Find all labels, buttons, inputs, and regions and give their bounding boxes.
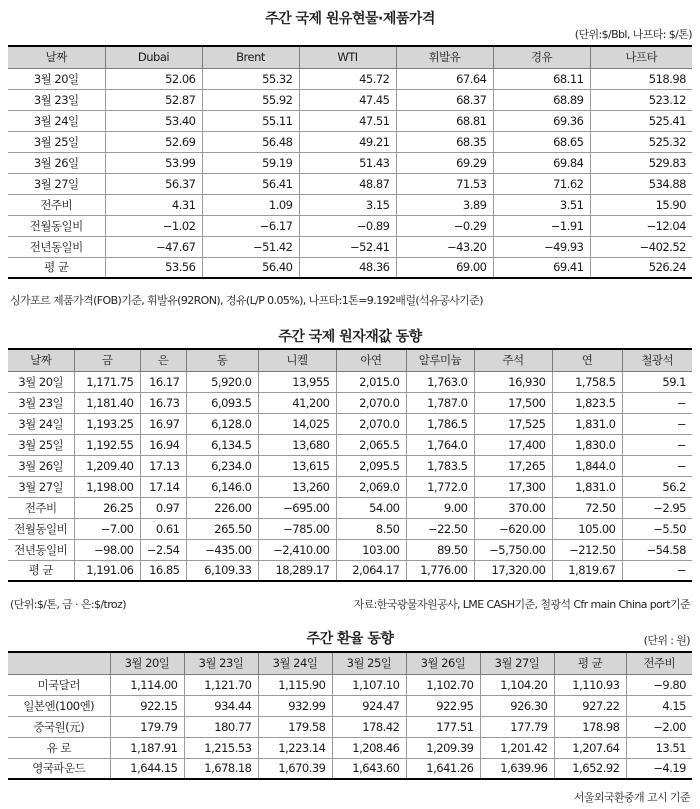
metal-value-cell: 17,525: [474, 413, 552, 434]
metal-row-label: 3월 23일: [8, 392, 74, 413]
fx-value-cell: 1,678.18: [184, 758, 258, 779]
metal-value-cell: 13,955: [258, 371, 336, 392]
oil-value-cell: −47.67: [105, 236, 202, 257]
metal-price-table: [8, 348, 692, 582]
metal-value-cell: 1,830.0: [552, 434, 622, 455]
oil-table-row: [8, 131, 692, 152]
metal-value-cell: 1,831.0: [552, 413, 622, 434]
fx-value-cell: 180.77: [184, 716, 258, 737]
fx-table-row: [8, 758, 692, 779]
metal-header-cell: 알루미늄: [406, 349, 474, 371]
oil-row-label: 평 균: [8, 257, 105, 278]
metal-value-cell: −5,750.00: [474, 539, 552, 560]
oil-value-cell: 68.65: [493, 131, 590, 152]
fx-value-cell: 177.51: [406, 716, 480, 737]
metal-table-row: [8, 539, 692, 560]
fx-value-cell: 1,215.53: [184, 737, 258, 758]
metal-value-cell: −435.00: [186, 539, 258, 560]
metal-value-cell: 59.1: [622, 371, 692, 392]
oil-value-cell: 1.09: [202, 194, 299, 215]
metal-value-cell: 1,831.0: [552, 476, 622, 497]
fx-value-cell: 934.44: [184, 695, 258, 716]
oil-value-cell: 526.24: [590, 257, 692, 278]
metal-value-cell: 1,783.5: [406, 455, 474, 476]
fx-value-cell: 1,187.91: [110, 737, 184, 758]
metal-row-label: 3월 20일: [8, 371, 74, 392]
oil-value-cell: −1.02: [105, 215, 202, 236]
fx-value-cell: 1,643.60: [332, 758, 406, 779]
metal-row-label: 3월 24일: [8, 413, 74, 434]
oil-value-cell: 45.72: [299, 68, 396, 89]
oil-value-cell: 68.11: [493, 68, 590, 89]
oil-row-label: 3월 23일: [8, 89, 105, 110]
fx-header-cell: 전주비: [626, 652, 692, 674]
oil-value-cell: 53.99: [105, 152, 202, 173]
oil-row-label: 3월 27일: [8, 173, 105, 194]
metal-value-cell: 1,191.06: [74, 560, 140, 581]
oil-row-label: 3월 26일: [8, 152, 105, 173]
oil-value-cell: 3.51: [493, 194, 590, 215]
oil-value-cell: 15.90: [590, 194, 692, 215]
oil-section-title: 주간 국제 원유현물·제품가격: [265, 11, 435, 27]
metal-unit-note: (단위:$/톤, 금 · 은:$/troz): [10, 598, 126, 611]
metal-value-cell: 17,500: [474, 392, 552, 413]
metal-header-cell: 철광석: [622, 349, 692, 371]
oil-value-cell: 48.36: [299, 257, 396, 278]
metal-header-cell: 주석: [474, 349, 552, 371]
oil-value-cell: 67.64: [396, 68, 493, 89]
metal-row-label: 전월동일비: [8, 518, 74, 539]
metal-value-cell: 8.50: [336, 518, 406, 539]
oil-value-cell: −12.04: [590, 215, 692, 236]
metal-value-cell: 370.00: [474, 497, 552, 518]
metal-row-label: 3월 25일: [8, 434, 74, 455]
oil-table-row: [8, 152, 692, 173]
metal-header-cell: 연: [552, 349, 622, 371]
oil-value-cell: −43.20: [396, 236, 493, 257]
oil-value-cell: 52.87: [105, 89, 202, 110]
oil-value-cell: 56.48: [202, 131, 299, 152]
metal-header-cell: 니켈: [258, 349, 336, 371]
oil-row-label: 3월 24일: [8, 110, 105, 131]
fx-value-cell: −4.19: [626, 758, 692, 779]
metal-value-cell: 2,064.17: [336, 560, 406, 581]
oil-value-cell: 69.36: [493, 110, 590, 131]
fx-value-cell: 1,639.96: [480, 758, 554, 779]
oil-value-cell: 69.29: [396, 152, 493, 173]
metal-table-row: [8, 518, 692, 539]
metal-value-cell: 16.97: [140, 413, 186, 434]
oil-value-cell: 525.41: [590, 110, 692, 131]
metal-value-cell: 18,289.17: [258, 560, 336, 581]
metal-table-row: [8, 413, 692, 434]
metal-value-cell: 5,920.0: [186, 371, 258, 392]
oil-value-cell: 47.45: [299, 89, 396, 110]
fx-header-cell: 평 균: [554, 652, 626, 674]
oil-value-cell: 52.69: [105, 131, 202, 152]
oil-value-cell: 56.41: [202, 173, 299, 194]
oil-value-cell: −0.89: [299, 215, 396, 236]
fx-value-cell: 1,115.90: [258, 674, 332, 695]
metal-value-cell: 1,787.0: [406, 392, 474, 413]
metal-value-cell: 2,070.0: [336, 413, 406, 434]
fx-table-row: [8, 716, 692, 737]
oil-value-cell: 529.83: [590, 152, 692, 173]
fx-value-cell: 177.79: [480, 716, 554, 737]
metal-value-cell: 54.00: [336, 497, 406, 518]
fx-value-cell: 1,644.15: [110, 758, 184, 779]
metal-table-row: [8, 476, 692, 497]
metal-value-cell: 6,109.33: [186, 560, 258, 581]
metal-header-cell: 날짜: [8, 349, 74, 371]
fx-value-cell: 1,121.70: [184, 674, 258, 695]
metal-value-cell: 16.17: [140, 371, 186, 392]
oil-table-row: [8, 236, 692, 257]
metal-value-cell: 16.85: [140, 560, 186, 581]
metal-value-cell: 17.14: [140, 476, 186, 497]
fx-header-cell: [8, 652, 110, 674]
fx-value-cell: 926.30: [480, 695, 554, 716]
metal-value-cell: 1,772.0: [406, 476, 474, 497]
metal-value-cell: −: [622, 392, 692, 413]
fx-value-cell: 1,652.92: [554, 758, 626, 779]
metal-value-cell: 6,128.0: [186, 413, 258, 434]
metal-value-cell: 17,265: [474, 455, 552, 476]
fx-header-cell: 3월 25일: [332, 652, 406, 674]
metal-table-row: [8, 497, 692, 518]
fx-value-cell: −9.80: [626, 674, 692, 695]
oil-table-row: [8, 68, 692, 89]
fx-value-cell: 179.79: [110, 716, 184, 737]
oil-price-table: [8, 45, 692, 279]
fx-unit-note: (단위 : 원): [643, 634, 690, 647]
metal-value-cell: 17.13: [140, 455, 186, 476]
fx-value-cell: 1,110.93: [554, 674, 626, 695]
oil-row-label: 전월동일비: [8, 215, 105, 236]
metal-row-label: 평 균: [8, 560, 74, 581]
oil-header-cell: 휘발유: [396, 46, 493, 68]
oil-header-cell: 날짜: [8, 46, 105, 68]
fx-rate-table: [8, 651, 692, 780]
metal-value-cell: −2,410.00: [258, 539, 336, 560]
fx-value-cell: 1,223.14: [258, 737, 332, 758]
metal-value-cell: 2,065.5: [336, 434, 406, 455]
oil-value-cell: −51.42: [202, 236, 299, 257]
oil-value-cell: −49.93: [493, 236, 590, 257]
metal-value-cell: 2,070.0: [336, 392, 406, 413]
metal-value-cell: 0.61: [140, 518, 186, 539]
metal-value-cell: 16,930: [474, 371, 552, 392]
fx-row-label: 일본엔(100엔): [8, 695, 110, 716]
metal-value-cell: −: [622, 560, 692, 581]
fx-row-label: 미국달러: [8, 674, 110, 695]
oil-header-cell: 나프타: [590, 46, 692, 68]
metal-value-cell: −: [622, 455, 692, 476]
metal-value-cell: −54.58: [622, 539, 692, 560]
fx-value-cell: 179.58: [258, 716, 332, 737]
metal-value-cell: 265.50: [186, 518, 258, 539]
fx-value-cell: 1,670.39: [258, 758, 332, 779]
metal-value-cell: 89.50: [406, 539, 474, 560]
metal-value-cell: 6,134.5: [186, 434, 258, 455]
oil-value-cell: 68.89: [493, 89, 590, 110]
oil-value-cell: 52.06: [105, 68, 202, 89]
oil-header-cell: Dubai: [105, 46, 202, 68]
oil-value-cell: −6.17: [202, 215, 299, 236]
metal-value-cell: 1,209.40: [74, 455, 140, 476]
oil-value-cell: 49.21: [299, 131, 396, 152]
oil-value-cell: 518.98: [590, 68, 692, 89]
fx-value-cell: 1,114.00: [110, 674, 184, 695]
fx-row-label: 중국원(元): [8, 716, 110, 737]
fx-value-cell: 1,201.42: [480, 737, 554, 758]
oil-unit-note: (단위:$/Bbl, 나프타: $/톤): [574, 28, 692, 41]
metal-row-label: 전년동일비: [8, 539, 74, 560]
metal-value-cell: −695.00: [258, 497, 336, 518]
fx-value-cell: 178.42: [332, 716, 406, 737]
oil-value-cell: 53.56: [105, 257, 202, 278]
oil-table-row: [8, 173, 692, 194]
metal-table-row: [8, 371, 692, 392]
oil-value-cell: 523.12: [590, 89, 692, 110]
metal-value-cell: 226.00: [186, 497, 258, 518]
metal-value-cell: 17,320.00: [474, 560, 552, 581]
fx-value-cell: 1,107.10: [332, 674, 406, 695]
metal-value-cell: 16.73: [140, 392, 186, 413]
oil-row-label: 전주비: [8, 194, 105, 215]
oil-value-cell: 53.40: [105, 110, 202, 131]
metal-header-cell: 금: [74, 349, 140, 371]
oil-value-cell: 71.53: [396, 173, 493, 194]
oil-value-cell: −0.29: [396, 215, 493, 236]
fx-value-cell: 1,104.20: [480, 674, 554, 695]
metal-value-cell: 2,095.5: [336, 455, 406, 476]
fx-header-cell: 3월 24일: [258, 652, 332, 674]
fx-value-cell: 927.22: [554, 695, 626, 716]
oil-table-row: [8, 194, 692, 215]
oil-header-cell: WTI: [299, 46, 396, 68]
metal-value-cell: −2.54: [140, 539, 186, 560]
metal-value-cell: 56.2: [622, 476, 692, 497]
oil-value-cell: −1.91: [493, 215, 590, 236]
oil-value-cell: 69.84: [493, 152, 590, 173]
metal-value-cell: 1,786.5: [406, 413, 474, 434]
fx-value-cell: 1,207.64: [554, 737, 626, 758]
oil-value-cell: 51.43: [299, 152, 396, 173]
metal-value-cell: 1,844.0: [552, 455, 622, 476]
fx-row-label: 유 로: [8, 737, 110, 758]
metal-table-row: [8, 434, 692, 455]
fx-table-row: [8, 737, 692, 758]
fx-section-title: 주간 환율 동향: [306, 631, 394, 647]
oil-value-cell: −402.52: [590, 236, 692, 257]
fx-value-cell: 4.15: [626, 695, 692, 716]
metal-section-title: 주간 국제 원자재값 동향: [278, 329, 422, 345]
oil-value-cell: 4.31: [105, 194, 202, 215]
oil-value-cell: 69.41: [493, 257, 590, 278]
oil-value-cell: 68.35: [396, 131, 493, 152]
metal-value-cell: −98.00: [74, 539, 140, 560]
metal-row-label: 3월 26일: [8, 455, 74, 476]
oil-row-label: 3월 20일: [8, 68, 105, 89]
oil-value-cell: 55.32: [202, 68, 299, 89]
metal-row-label: 3월 27일: [8, 476, 74, 497]
fx-header-cell: 3월 26일: [406, 652, 480, 674]
oil-header-cell: 경유: [493, 46, 590, 68]
metal-value-cell: 2,015.0: [336, 371, 406, 392]
metal-value-cell: 72.50: [552, 497, 622, 518]
fx-value-cell: 178.98: [554, 716, 626, 737]
metal-value-cell: 9.00: [406, 497, 474, 518]
fx-table-row: [8, 674, 692, 695]
oil-value-cell: 59.19: [202, 152, 299, 173]
metal-value-cell: −620.00: [474, 518, 552, 539]
fx-table-row: [8, 695, 692, 716]
oil-value-cell: 55.11: [202, 110, 299, 131]
oil-value-cell: 534.88: [590, 173, 692, 194]
oil-value-cell: 3.15: [299, 194, 396, 215]
oil-value-cell: 71.62: [493, 173, 590, 194]
fx-value-cell: 922.15: [110, 695, 184, 716]
oil-row-label: 3월 25일: [8, 131, 105, 152]
metal-value-cell: −7.00: [74, 518, 140, 539]
metal-value-cell: 1,819.67: [552, 560, 622, 581]
oil-table-row: [8, 257, 692, 278]
metal-value-cell: 6,234.0: [186, 455, 258, 476]
oil-value-cell: 68.81: [396, 110, 493, 131]
metal-value-cell: 1,181.40: [74, 392, 140, 413]
metal-value-cell: 26.25: [74, 497, 140, 518]
metal-table-row: [8, 392, 692, 413]
oil-value-cell: 525.32: [590, 131, 692, 152]
metal-header-cell: 아연: [336, 349, 406, 371]
oil-value-cell: 48.87: [299, 173, 396, 194]
oil-value-cell: 68.37: [396, 89, 493, 110]
metal-value-cell: −212.50: [552, 539, 622, 560]
metal-value-cell: 13,615: [258, 455, 336, 476]
metal-value-cell: 14,025: [258, 413, 336, 434]
metal-value-cell: 105.00: [552, 518, 622, 539]
oil-table-row: [8, 110, 692, 131]
metal-value-cell: 17,400: [474, 434, 552, 455]
metal-value-cell: 1,193.25: [74, 413, 140, 434]
metal-value-cell: −: [622, 434, 692, 455]
fx-value-cell: −2.00: [626, 716, 692, 737]
fx-value-cell: 13.51: [626, 737, 692, 758]
metal-header-cell: 동: [186, 349, 258, 371]
metal-value-cell: 1,776.00: [406, 560, 474, 581]
fx-header-cell: 3월 23일: [184, 652, 258, 674]
fx-value-cell: 922.95: [406, 695, 480, 716]
fx-value-cell: 1,102.70: [406, 674, 480, 695]
oil-footnote: 싱가포르 제품가격(FOB)기준, 휘발유(92RON), 경유(L/P 0.05%), 나프타:1톤=9.192배럴(석유공사기준): [10, 294, 483, 307]
metal-value-cell: 103.00: [336, 539, 406, 560]
metal-value-cell: −5.50: [622, 518, 692, 539]
metal-table-row: [8, 455, 692, 476]
metal-value-cell: −: [622, 413, 692, 434]
fx-header-cell: 3월 20일: [110, 652, 184, 674]
metal-value-cell: −785.00: [258, 518, 336, 539]
metal-value-cell: 1,764.0: [406, 434, 474, 455]
metal-value-cell: 1,171.75: [74, 371, 140, 392]
metal-header-cell: 은: [140, 349, 186, 371]
oil-value-cell: 55.92: [202, 89, 299, 110]
metal-value-cell: 1,763.0: [406, 371, 474, 392]
oil-value-cell: 3.89: [396, 194, 493, 215]
fx-header-cell: 3월 27일: [480, 652, 554, 674]
oil-table-row: [8, 89, 692, 110]
fx-value-cell: 1,641.26: [406, 758, 480, 779]
oil-value-cell: 47.51: [299, 110, 396, 131]
metal-value-cell: 1,758.5: [552, 371, 622, 392]
metal-value-cell: 1,198.00: [74, 476, 140, 497]
metal-value-cell: 16.94: [140, 434, 186, 455]
fx-value-cell: 924.47: [332, 695, 406, 716]
metal-value-cell: 13,260: [258, 476, 336, 497]
metal-value-cell: 6,093.5: [186, 392, 258, 413]
oil-row-label: 전년동일비: [8, 236, 105, 257]
metal-value-cell: 17,300: [474, 476, 552, 497]
metal-row-label: 전주비: [8, 497, 74, 518]
fx-value-cell: 1,208.46: [332, 737, 406, 758]
fx-row-label: 영국파운드: [8, 758, 110, 779]
oil-value-cell: −52.41: [299, 236, 396, 257]
fx-source-note: 서울외국환중개 고시 기준: [573, 791, 690, 804]
metal-value-cell: −22.50: [406, 518, 474, 539]
metal-value-cell: 1,823.5: [552, 392, 622, 413]
oil-value-cell: 69.00: [396, 257, 493, 278]
metal-value-cell: 6,146.0: [186, 476, 258, 497]
metal-value-cell: 13,680: [258, 434, 336, 455]
fx-value-cell: 1,209.39: [406, 737, 480, 758]
metal-value-cell: 2,069.0: [336, 476, 406, 497]
metal-table-row: [8, 560, 692, 581]
metal-value-cell: 0.97: [140, 497, 186, 518]
oil-header-cell: Brent: [202, 46, 299, 68]
metal-value-cell: −2.95: [622, 497, 692, 518]
fx-value-cell: 932.99: [258, 695, 332, 716]
oil-value-cell: 56.40: [202, 257, 299, 278]
oil-table-row: [8, 215, 692, 236]
metal-source-note: 자료:한국광물자원공사, LME CASH기준, 철광석 Cfr main China port기준: [353, 598, 690, 611]
oil-value-cell: 56.37: [105, 173, 202, 194]
metal-value-cell: 1,192.55: [74, 434, 140, 455]
metal-value-cell: 41,200: [258, 392, 336, 413]
